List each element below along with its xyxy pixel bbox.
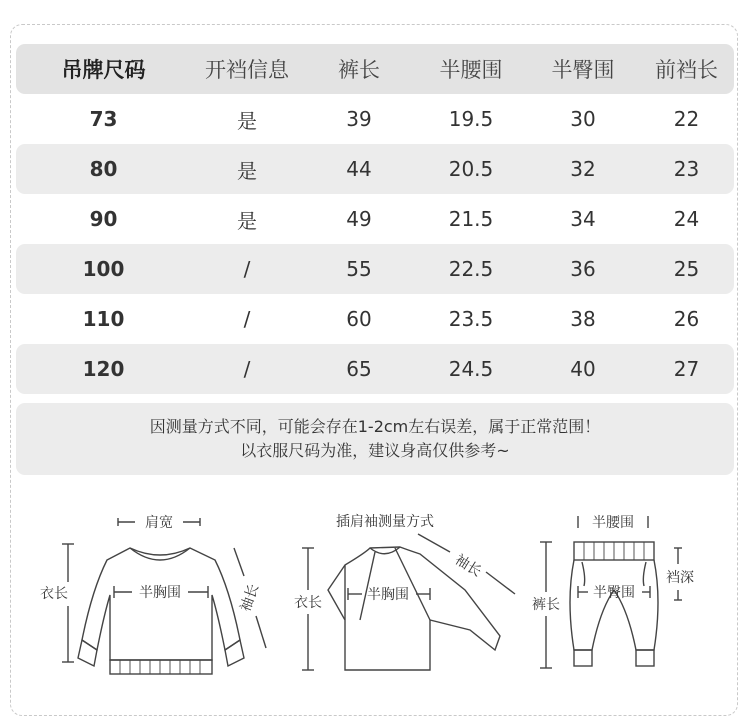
pants-length-label: 裤长 [532,597,560,613]
header-half-hip: 半臀围 [551,58,615,82]
table-cell: 20.5 [448,157,494,181]
table-cell: 24 [673,207,700,231]
table-row [16,144,734,194]
table-cell: 19.5 [448,107,494,131]
table-row [16,194,734,244]
table-cell: 25 [673,257,700,281]
rise-label: 裆深 [666,570,694,586]
note-line-1: 因测量方式不同，可能会存在1-2cm左右误差，属于正常范围！ [149,417,601,436]
table-cell: 55 [346,257,372,281]
table-row [16,94,734,144]
table-row [16,344,734,394]
table-cell: 38 [570,307,596,331]
length-label: 衣长 [40,586,68,602]
table-cell: 23.5 [448,307,494,331]
header-size: 吊牌尺码 [61,58,146,82]
sweater-diagram [40,490,280,690]
size-cell: 110 [82,307,125,331]
table-cell: 是 [237,108,257,133]
header-pants-length: 裤长 [338,58,380,82]
table-cell: 24.5 [448,357,494,381]
raglan-title: 插肩袖测量方式 [336,514,434,530]
waist-label: 半腰围 [592,515,634,531]
note-line-2: 以衣服尺码为准，建议身高仅供参考~ [240,441,510,460]
table-cell: 49 [346,207,372,231]
table-cell: 27 [673,357,700,381]
raglan-length-label: 衣长 [294,595,322,611]
table-cell: 是 [237,208,257,233]
measurement-note [16,403,734,475]
size-table [16,44,734,394]
table-cell: 26 [673,307,700,331]
size-cell: 80 [89,157,118,181]
header-half-waist: 半腰围 [439,58,503,82]
table-cell: 30 [570,107,596,131]
table-cell: 是 [237,158,257,183]
header-open-crotch: 开裆信息 [205,58,289,82]
size-cell: 120 [82,357,125,381]
table-cell: 22.5 [448,257,494,281]
table-header [16,44,734,94]
table-cell: 40 [570,357,596,381]
size-cell: 100 [82,257,125,281]
raglan-sleeve-label: 袖长 [451,551,485,581]
raglan-diagram [290,490,530,690]
table-cell: 23 [673,157,700,181]
table-cell: 22 [673,107,700,131]
table-cell: / [243,307,251,331]
table-row [16,294,734,344]
table-cell: 21.5 [448,207,494,231]
table-cell: / [243,357,251,381]
size-cell: 73 [89,107,118,131]
raglan-chest-label: 半胸围 [367,587,409,603]
table-cell: 39 [346,107,372,131]
table-cell: / [243,257,251,281]
hip-label: 半臀围 [593,585,635,601]
pants-diagram [530,490,735,690]
size-cell: 90 [89,207,118,231]
table-cell: 60 [346,307,372,331]
table-cell: 36 [570,257,596,281]
table-cell: 44 [346,157,372,181]
shoulder-label: 肩宽 [145,515,173,531]
table-cell: 65 [346,357,372,381]
table-row [16,244,734,294]
header-front-rise: 前裆长 [655,58,718,82]
table-cell: 32 [570,157,596,181]
table-cell: 34 [570,207,596,231]
sleeve-label: 袖长 [237,582,263,614]
chest-label: 半胸围 [139,585,181,601]
